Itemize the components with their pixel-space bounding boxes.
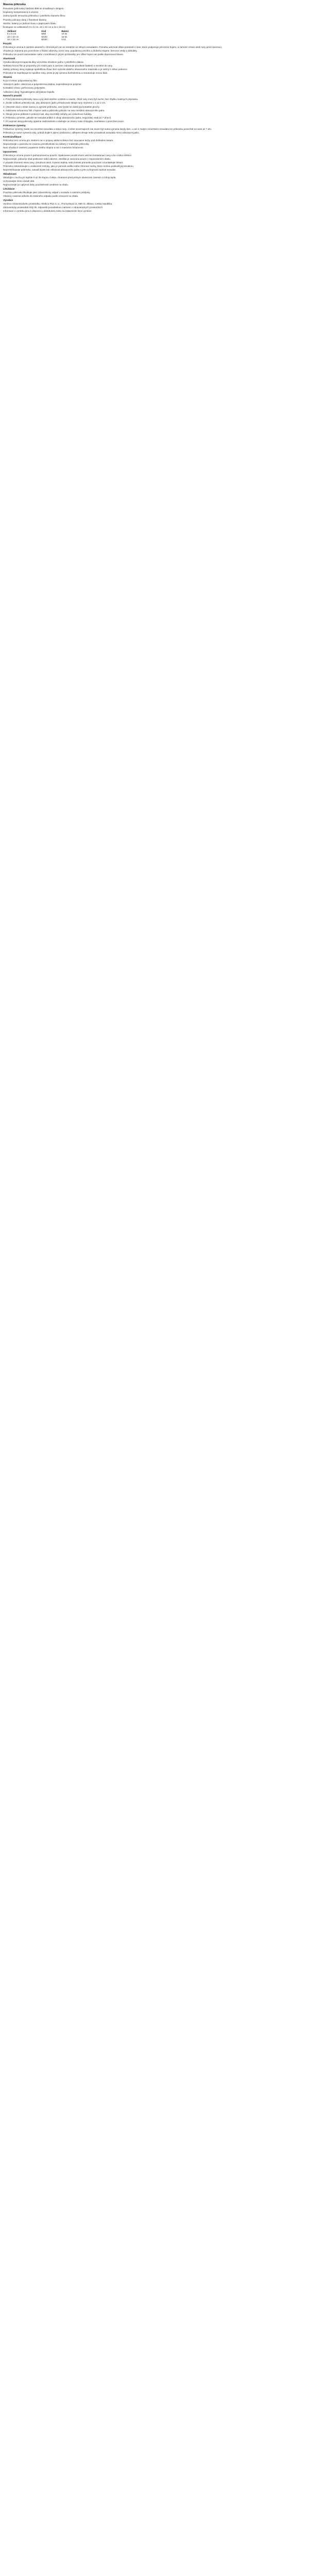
intro-line: Doplneny kompenzacne k vlozeni <box>3 11 39 14</box>
section <box>3 76 306 93</box>
table-cell: 5 ks <box>61 38 66 41</box>
intro-line: Prevazek (prikrovka) Nerbsko 999 se smadlavym okrajem <box>3 7 64 10</box>
sections <box>3 43 306 213</box>
section-paragraph: Vhodna je zejmena pro povrchove a hlubsi odreniny, trzne rany, popaleniny prvniho a druheho stupne, bercove vredy a dekubity. <box>3 49 138 53</box>
section <box>3 188 306 198</box>
section-paragraph: Obalovy material odlozte do trideneho odpadu podle oznaceni na obalu. <box>3 195 79 198</box>
section-title: Upozorneni <box>3 150 17 154</box>
section <box>3 136 306 149</box>
section-paragraph: Netkany krycni film je propustny pro vodni paru a zaroven zabranuje pronikani bakterii a necistot do rany. <box>3 64 113 67</box>
section <box>3 95 306 123</box>
section-paragraph: Prikrovka je urcena k osetreni akutnich i chronickych ran se strednim az silnym exsudatem. Pomaha udrzovat vlhke prostredi v rane, ktere podporuje prirozene hojeni, a zaroven chrani okoli rany pred maceraci. <box>3 45 222 48</box>
document <box>0 0 309 218</box>
section-paragraph: Adhezivni okraj: hypoalergenni akrylatove lepidlo. <box>3 90 55 93</box>
table-cell: 5 x 5 cm <box>7 32 16 36</box>
section-paragraph: Zdravotnicky prostredek tridy IIb, odpovida pozadavkum narizeni o zdravotnickych prostredcich. <box>3 206 104 209</box>
section-paragraph: Vysoka absorpcni kapacita diky vicevrstve strukture jadra z polehleho vlakna. <box>3 60 84 63</box>
section-paragraph: Nepouzivejte po uplynuti doby pouzitelnosti uvedene na obalu. <box>3 183 69 187</box>
section-paragraph: Prikrovku lze pouzit samostatne nebo v kombinaci s jinymi prostredky pro vlhke hojeni ran podle doporuceni lekare. <box>3 53 124 56</box>
section-paragraph: Absorpcni jadro: viskozova a polyesterova vlakna, superabsorpcni polymer. <box>3 83 82 86</box>
section-title: Navod k pouziti <box>3 95 22 98</box>
table-header-cell: Kod <box>41 29 46 32</box>
table-cell: 10 x 10 cm <box>7 35 19 38</box>
section <box>3 151 306 172</box>
intro <box>3 7 306 29</box>
section-paragraph: Prikrovku nekombinujte s oxidacnimi roztoky, jako je peroxid vodiku nebo chlornan sodny, ktere mohou poskodit jeji strukturu. <box>3 165 134 168</box>
section <box>3 43 306 56</box>
section-paragraph: Prikrovka je urcena pouze k jednorazovemu pouziti. Opakovane pouziti muze vest ke kontaminaci rany a ke vzniku infekce. <box>3 154 132 157</box>
section-title: Vyrobce <box>3 199 13 202</box>
section-paragraph: 3. Otevrete obal v miste zarezu a vyjmete prikrovku, aniz byste se dotkli jeji kontaktni plochy. <box>3 105 100 108</box>
table-cell: M100 <box>41 35 47 38</box>
section-title: Frekvence vymeny <box>3 124 26 127</box>
table-header-cell: Balení <box>61 29 69 32</box>
section-paragraph: Prikrovku je nutne vymenit vzdy, pokud dojde k jejimu poskozeni, odlepeni okraje nebo prosaknuti exsudatu mimo absorpcni jadro. <box>3 131 140 134</box>
section-paragraph: Nepouzivejte, pokud je obal poskozen nebo otevren. Sterilita je zarucena pouze v neporusenem obalu. <box>3 157 111 160</box>
section-title: Pouziti <box>3 42 12 45</box>
intro-line: Dostupne ve velikostech 5 x 5 cm, 10 x 10 cm a 15 x 15 cm <box>3 25 66 28</box>
section-paragraph: 7. Pri sejmuti okraj prikrovky opatrne nadzvednete a stahujte ve smeru rustu chloupku, souhlasne s povrchem kuze. <box>3 120 125 123</box>
section-paragraph: 1. Pred prilozenim prikrovky ranu a jeji okoli sterilne ocistete a osuste. Okoli rany musi byt suche, bez zbytku mastnych pripravku. <box>3 98 139 101</box>
document-title: Masova prikrovka <box>3 3 26 6</box>
section-paragraph: Kontaktni vrstva: perforovany polyetylen. <box>3 87 46 90</box>
table-row <box>7 38 84 41</box>
table-cell: 10 ks <box>61 35 67 38</box>
section-title: Skladovani <box>3 173 16 176</box>
section-paragraph: 6. Prikrovku vymente, jakmile se exsudat priblizi k okraji absorpcniho jadra, nejpozdeji vsak po 7 dnech. <box>3 116 112 120</box>
table-cell: 15 x 15 cm <box>7 38 19 41</box>
intro-line: Prazdny prilnavy okraj z flanelove tkaniny <box>3 18 47 21</box>
section-paragraph: Uchovavejte mimo dosah deti. <box>3 180 35 183</box>
section-paragraph: Krycni vrstva: polyuretanovy film. <box>3 79 38 82</box>
section <box>3 173 306 187</box>
table-header-cell: Velikost <box>7 29 16 32</box>
table-cell: M50 <box>41 32 46 36</box>
section-paragraph: 5. Okraje jemne pritlacte k pokozce tak, aby nevznikly zahyby ani vzduchove bubliny. <box>3 112 92 115</box>
section-paragraph: Prikrovka neni urcena pro osetreni ran s projevy aktivni infekce bez soucasne lecby pod dohledem lekare. <box>3 139 114 142</box>
section-paragraph: Skladujte v suchu pri teplote 5 az 25 stupnu Celsia, chranene pred primym slunecnim zarenim a zdroji tepla. <box>3 176 116 179</box>
section <box>3 199 306 213</box>
table-cell: M150 <box>41 38 47 41</box>
section-paragraph: Frekvence vymeny zavisi na mnozstvi exsudatu a stavu rany. U silne secernujicich ran muze byt nutna vymena kazdy den, u ran s malym mnozstvim exsudatu lze prikrovku ponechat na rane az 7 dni. <box>3 127 212 130</box>
section <box>3 125 306 134</box>
section-paragraph: 4. Odstrante ochrannou folii z lepive casti a prikrovku prilozte na ranu stredem absorpcniho jadra. <box>3 109 105 112</box>
intro-line: Sterilni, baleny po jednom kusu v papirovem obalu <box>3 22 56 25</box>
section-title: Kontraindikace <box>3 135 22 139</box>
section-paragraph: Nepouzivejte u pacientu se znamou precitlivelosti na nektery z materialu prikrovky. <box>3 142 90 145</box>
table-cell: 10 ks <box>61 32 67 36</box>
section-paragraph: Neni vhodna k osetreni popalenin tretiho stupne a ran s masivnim krvacenim. <box>3 146 84 149</box>
section-paragraph: V pripade zhorseni stavu rany, zarudnuti okoli, zvyseni teploty nebo bolesti prerusite pouzivani a kontaktujte lekare. <box>3 161 124 164</box>
section-paragraph: 2. Zvolte velikost prikrovky tak, aby absorpcni jadro presahovalo okraje rany nejmene o 1 az 2 cm. <box>3 101 106 105</box>
section-title: Likvidace <box>3 188 15 191</box>
section-paragraph: Pouzitou prikrovku likvidujte jako zdravotnicky odpad v souladu s mistnimi predpisy. <box>3 191 91 194</box>
intro-line: Jedna spodni tenoucka prikrovka z polehleho tkaneho filmu <box>3 14 65 18</box>
section-paragraph: Prikrovka se neprilepuje ke spodine rany, proto je jeji vymena bezbolestna a nenarusuje novou tkan. <box>3 72 108 75</box>
section-title: Slozeni <box>3 76 12 79</box>
section-paragraph: Neprestrihavejte prikrovku, narusili byste tak celistvost absorpcniho jadra a jeho schopnost zadrzet exsudat. <box>3 168 116 172</box>
section-paragraph: Vyrobce zdravotnickeho prostredku: Medica Plus s.r.o., Prumyslova 12, 586 01 Jihlava, Ceska republika. <box>3 202 113 205</box>
section-paragraph: Mekky prilnavy okraj zajistuje spolehlivou fixaci bez nutnosti dalsiho obvazoveho materialu a je setrny k citlive pokozce. <box>3 68 128 71</box>
section-title: Vlastnosti <box>3 57 15 60</box>
section-paragraph: Informace o vyrobku jsou k dispozici u distributora nebo na zakaznicke lince vyrobce. <box>3 210 92 213</box>
size-table <box>7 30 84 41</box>
section <box>3 58 306 75</box>
